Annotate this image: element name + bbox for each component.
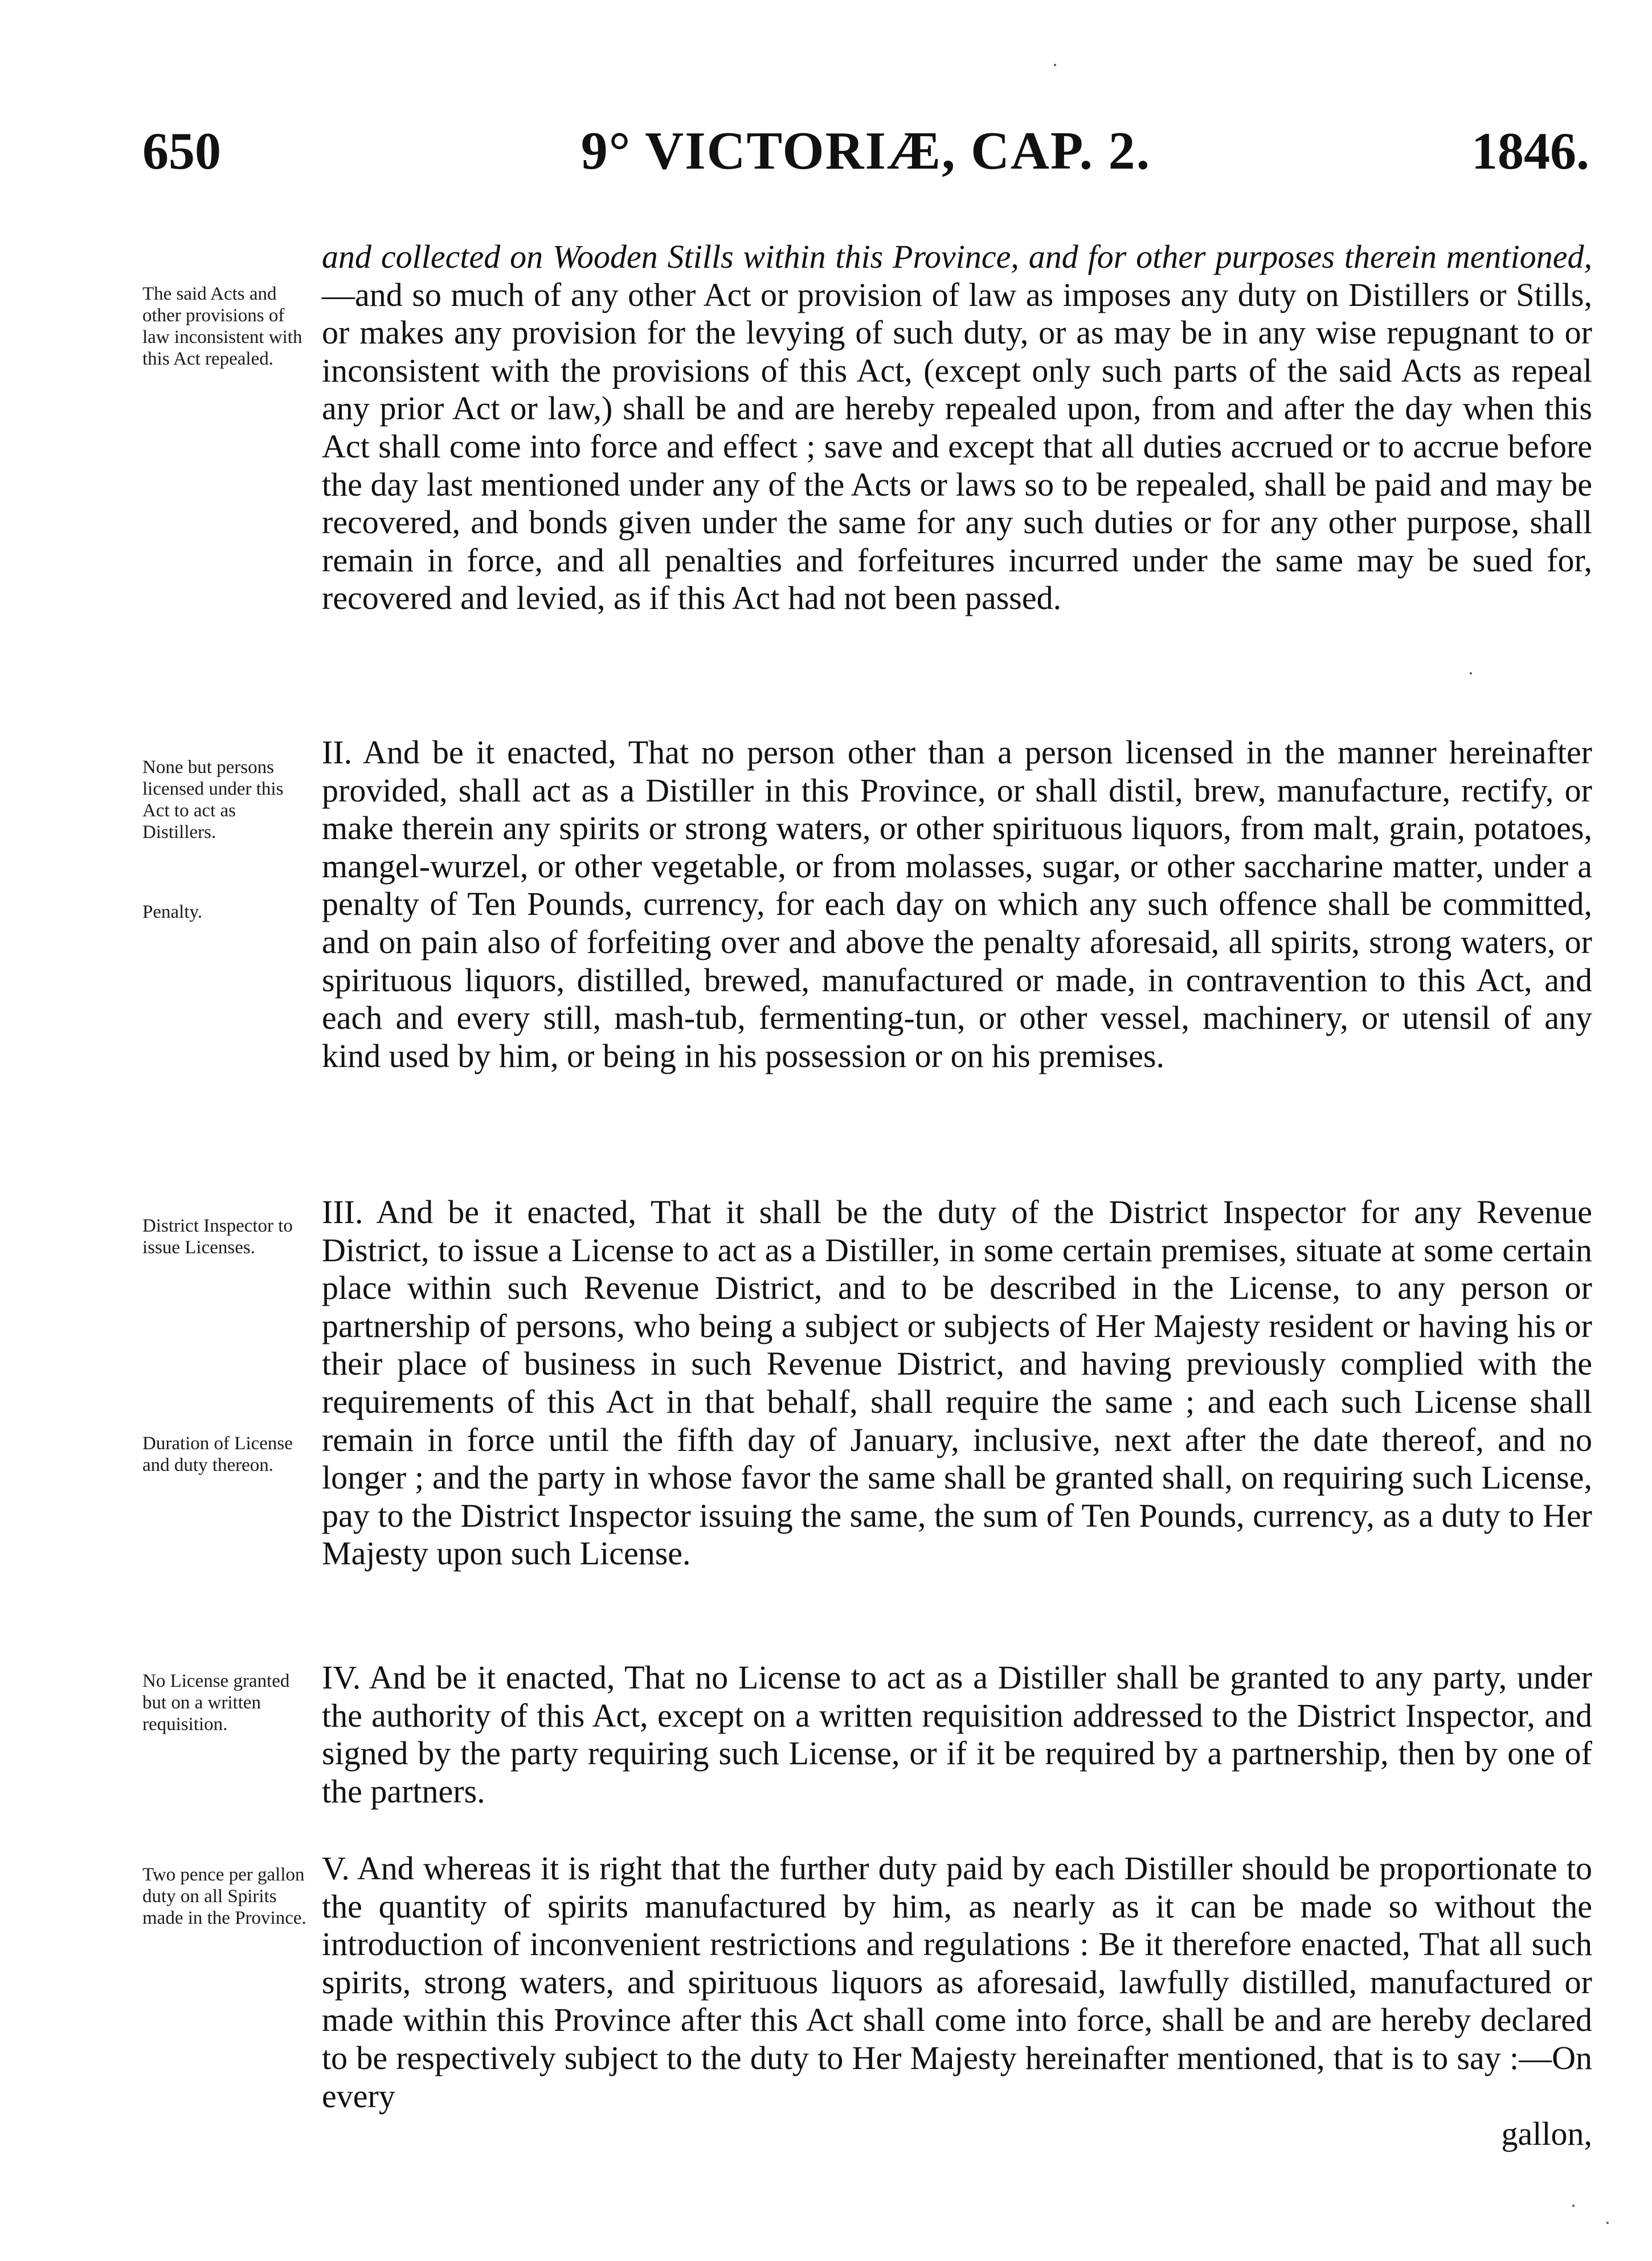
print-speck [1470, 672, 1472, 674]
intro-italic-text: and collected on Wooden Stills within this Province, and for other purposes therein mentioned, [322, 238, 1592, 275]
print-speck [1054, 64, 1056, 66]
margin-note-district-inspector: District Inspector to issue Licenses. [142, 1216, 293, 1258]
margin-note-two-pence-duty: Two pence per gallon duty on all Spirits made in the Province. [142, 1865, 306, 1928]
page-header [142, 117, 1589, 185]
margin-note-duration: Duration of License and duty thereon. [142, 1433, 293, 1475]
margin-note-written-requisition: No License granted but on a written requisition. [142, 1671, 290, 1735]
section-iii-text: III. And be it enacted, That it shall be the duty of the District Inspector for any Revenue District, to issue a License to act as a Distiller, in some certain premises, situate at some certain place within such Revenue District, and to be described in the License, to any person or partnership of persons, who being a subject or subjects of Her Majesty resident or having his or their place of business in such Revenue District, and having previously complied with the requirements of this Act in that behalf, shall require the same ; and each such License shall remain in force until the fifth day of January, inclusive, next after the date thereof, and no longer ; and the party in whose favor the same shall be granted shall, on requiring such License, pay to the District Inspector issuing the same, the sum of Ten Pounds, currency, as a duty to Her Majesty upon such License. [322, 1193, 1592, 1572]
margin-note-penalty: Penalty. [142, 902, 203, 922]
section-ii-text: II. And be it enacted, That no person other than a person licensed in the manner hereinafter provided, shall act as a Distiller in this Province, or shall distil, brew, manufacture, rectify, or make therein any spirits or strong waters, or other spirituous liquors, from malt, grain, potatoes, mangel-wurzel, or other vegetable, or from molasses, sugar, or other saccharine matter, under a penalty of Ten Pounds, currency, for each day on which any such offence shall be committed, and on pain also of forfeiting over and above the penalty aforesaid, all spirits, strong waters, or spirituous liquors, distilled, brewed, manufactured or made, in contravention to this Act, and each and every still, mash-tub, fermenting-tun, or other vessel, machinery, or utensil of any kind used by him, or being in his possession or on his premises. [322, 734, 1592, 1074]
print-speck [1572, 2205, 1575, 2207]
section-intro [322, 238, 1592, 618]
section-v [322, 1850, 1592, 2153]
section-iv-text: IV. And be it enacted, That no License to act as a Distiller shall be granted to any party, under the authority of this Act, except on a written requisition addressed to the District Inspector, and signed by the party requiring such License, or if it be required by a partnership, then by one of the partners. [322, 1659, 1592, 1810]
section-iv [322, 1659, 1592, 1810]
page-year: 1846. [1471, 122, 1589, 180]
section-iii [322, 1193, 1592, 1573]
page-number: 650 [142, 122, 221, 180]
section-v-text: V. And whereas it is right that the further duty paid by each Distiller should be proportionate to the quantity of spirits manufactured by him, as nearly as it can be made so without the introduction of inconvenient restrictions and regulations : Be it therefore enacted, That all such spirits, strong waters, and spirituous liquors as aforesaid, lawfully distilled, manufactured or made within this Province after this Act shall come into force, shall be and are hereby declared to be respectively subject to the duty to Her Majesty hereinafter mentioned, that is to say :—On every [322, 1850, 1592, 2115]
section-v-catchword: gallon, [1501, 2115, 1592, 2153]
margin-note-repealed: The said Acts and other provisions of law inconsistent with this Act repealed. [142, 284, 302, 369]
section-ii [322, 734, 1592, 1075]
intro-body-text: —and so much of any other Act or provision of law as imposes any duty on Distillers or Stills, or makes any provision for the levying of such duty, or as may be in any wise repugnant to or inconsistent with the provisions of this Act, (except only such parts of the said Acts as repeal any prior Act or law,) shall be and are hereby repealed upon, from and after the day when this Act shall come into force and effect ; save and except that all duties accrued or to accrue before the day last mentioned under any of the Acts or laws so to be repealed, shall be paid and may be recovered, and bonds given under the same for any such duties or for any other purpose, shall remain in force, and all penalties and forfeitures incurred under the same may be sued for, recovered and levied, as if this Act had not been passed. [322, 276, 1592, 617]
print-speck [1606, 2222, 1609, 2224]
margin-note-licensed-distillers: None but persons licensed under this Act to act as Distillers. [142, 757, 284, 843]
page-title: 9° VICTORIÆ, CAP. 2. [580, 121, 1151, 181]
